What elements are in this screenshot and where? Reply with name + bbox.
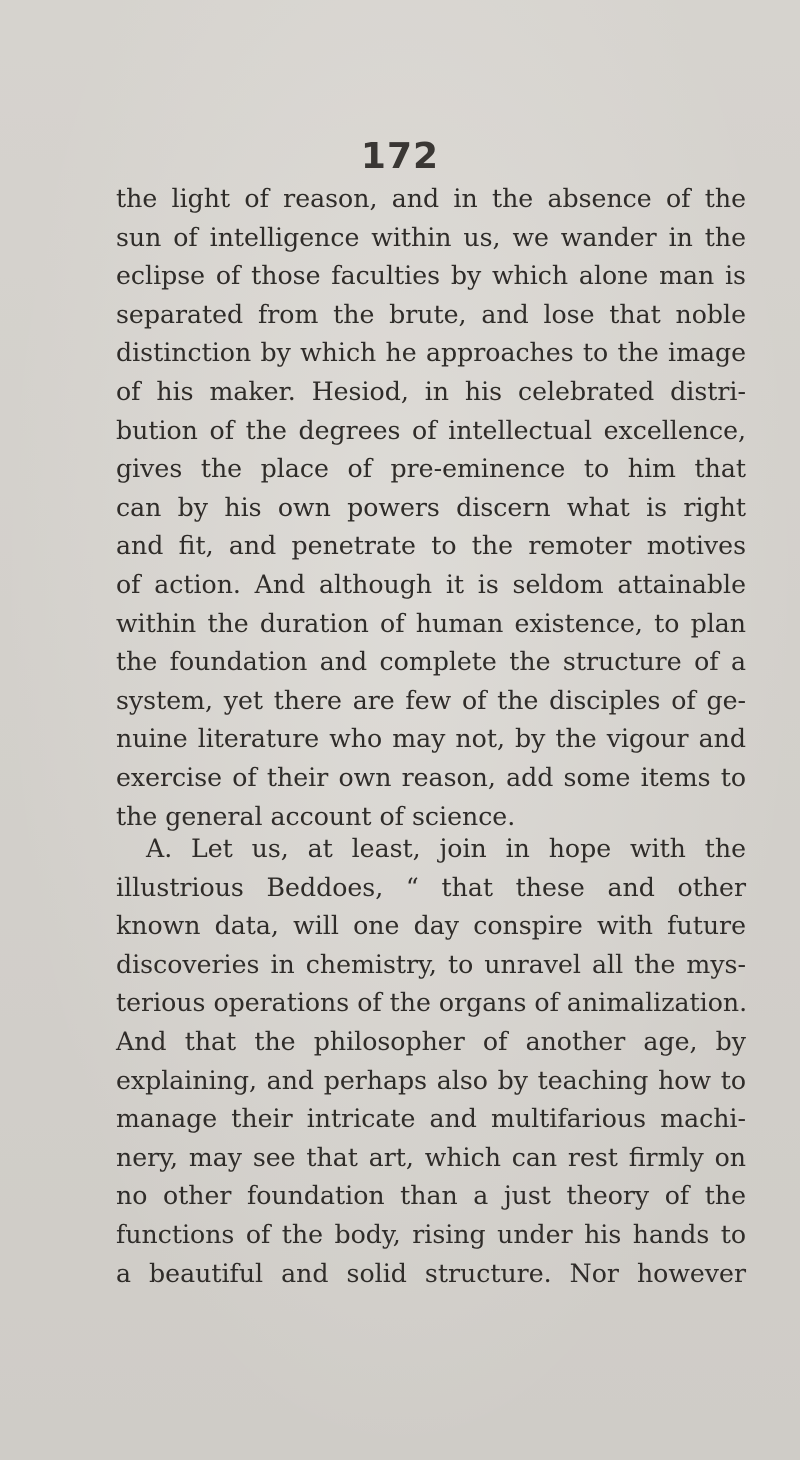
- text-line: And that the philosopher of another age, by: [116, 1026, 746, 1056]
- text-line: illustrious Beddoes, “ that these and other: [116, 872, 746, 902]
- text-line: bution of the degrees of intellectual excellence,: [116, 415, 746, 445]
- text-line: of his maker. Hesiod, in his celebrated distri-: [116, 376, 746, 406]
- text-line: A. Let us, at least, join in hope with the: [146, 834, 746, 863]
- text-line: terious operations of the organs of animalization.: [116, 988, 748, 1018]
- text-line: and fit, and penetrate to the remoter motives: [116, 531, 746, 561]
- text-line: discoveries in chemistry, to unravel all the mys-: [116, 949, 746, 979]
- text-line: manage their intricate and multifarious machi-: [116, 1104, 746, 1134]
- text-line: the foundation and complete the structure of a: [116, 647, 746, 677]
- text-line: gives the place of pre-eminence to him that: [116, 454, 746, 484]
- text-line: within the duration of human existence, to plan: [116, 608, 746, 638]
- page-number: 172: [360, 136, 440, 177]
- text-line: separated from the brute, and lose that noble: [116, 299, 746, 329]
- paragraph-1: [116, 180, 746, 836]
- text-line: nuine literature who may not, by the vigour and: [116, 724, 746, 754]
- text-line: exercise of their own reason, add some items to: [116, 762, 746, 792]
- text-line: explaining, and perhaps also by teaching how to: [116, 1065, 746, 1095]
- text-line: known data, will one day conspire with future: [116, 911, 746, 941]
- paragraph-2: [116, 830, 746, 1293]
- text-line: the general account of science.: [116, 801, 516, 831]
- text-line: of action. And although it is seldom attainable: [116, 569, 746, 599]
- text-line: nery, may see that art, which can rest firmly on: [116, 1142, 746, 1172]
- text-line: the light of reason, and in the absence of the: [116, 184, 746, 213]
- text-line: sun of intelligence within us, we wander in the: [116, 222, 746, 252]
- text-line: distinction by which he approaches to the image: [116, 338, 746, 368]
- text-line: a beautiful and solid structure. Nor however: [116, 1258, 746, 1288]
- text-line: eclipse of those faculties by which alone man is: [116, 261, 746, 291]
- text-line: no other foundation than a just theory of the: [116, 1181, 746, 1211]
- text-line: functions of the body, rising under his hands to: [116, 1219, 746, 1249]
- text-line: system, yet there are few of the disciples of ge-: [116, 685, 746, 715]
- text-line: can by his own powers discern what is right: [116, 492, 746, 522]
